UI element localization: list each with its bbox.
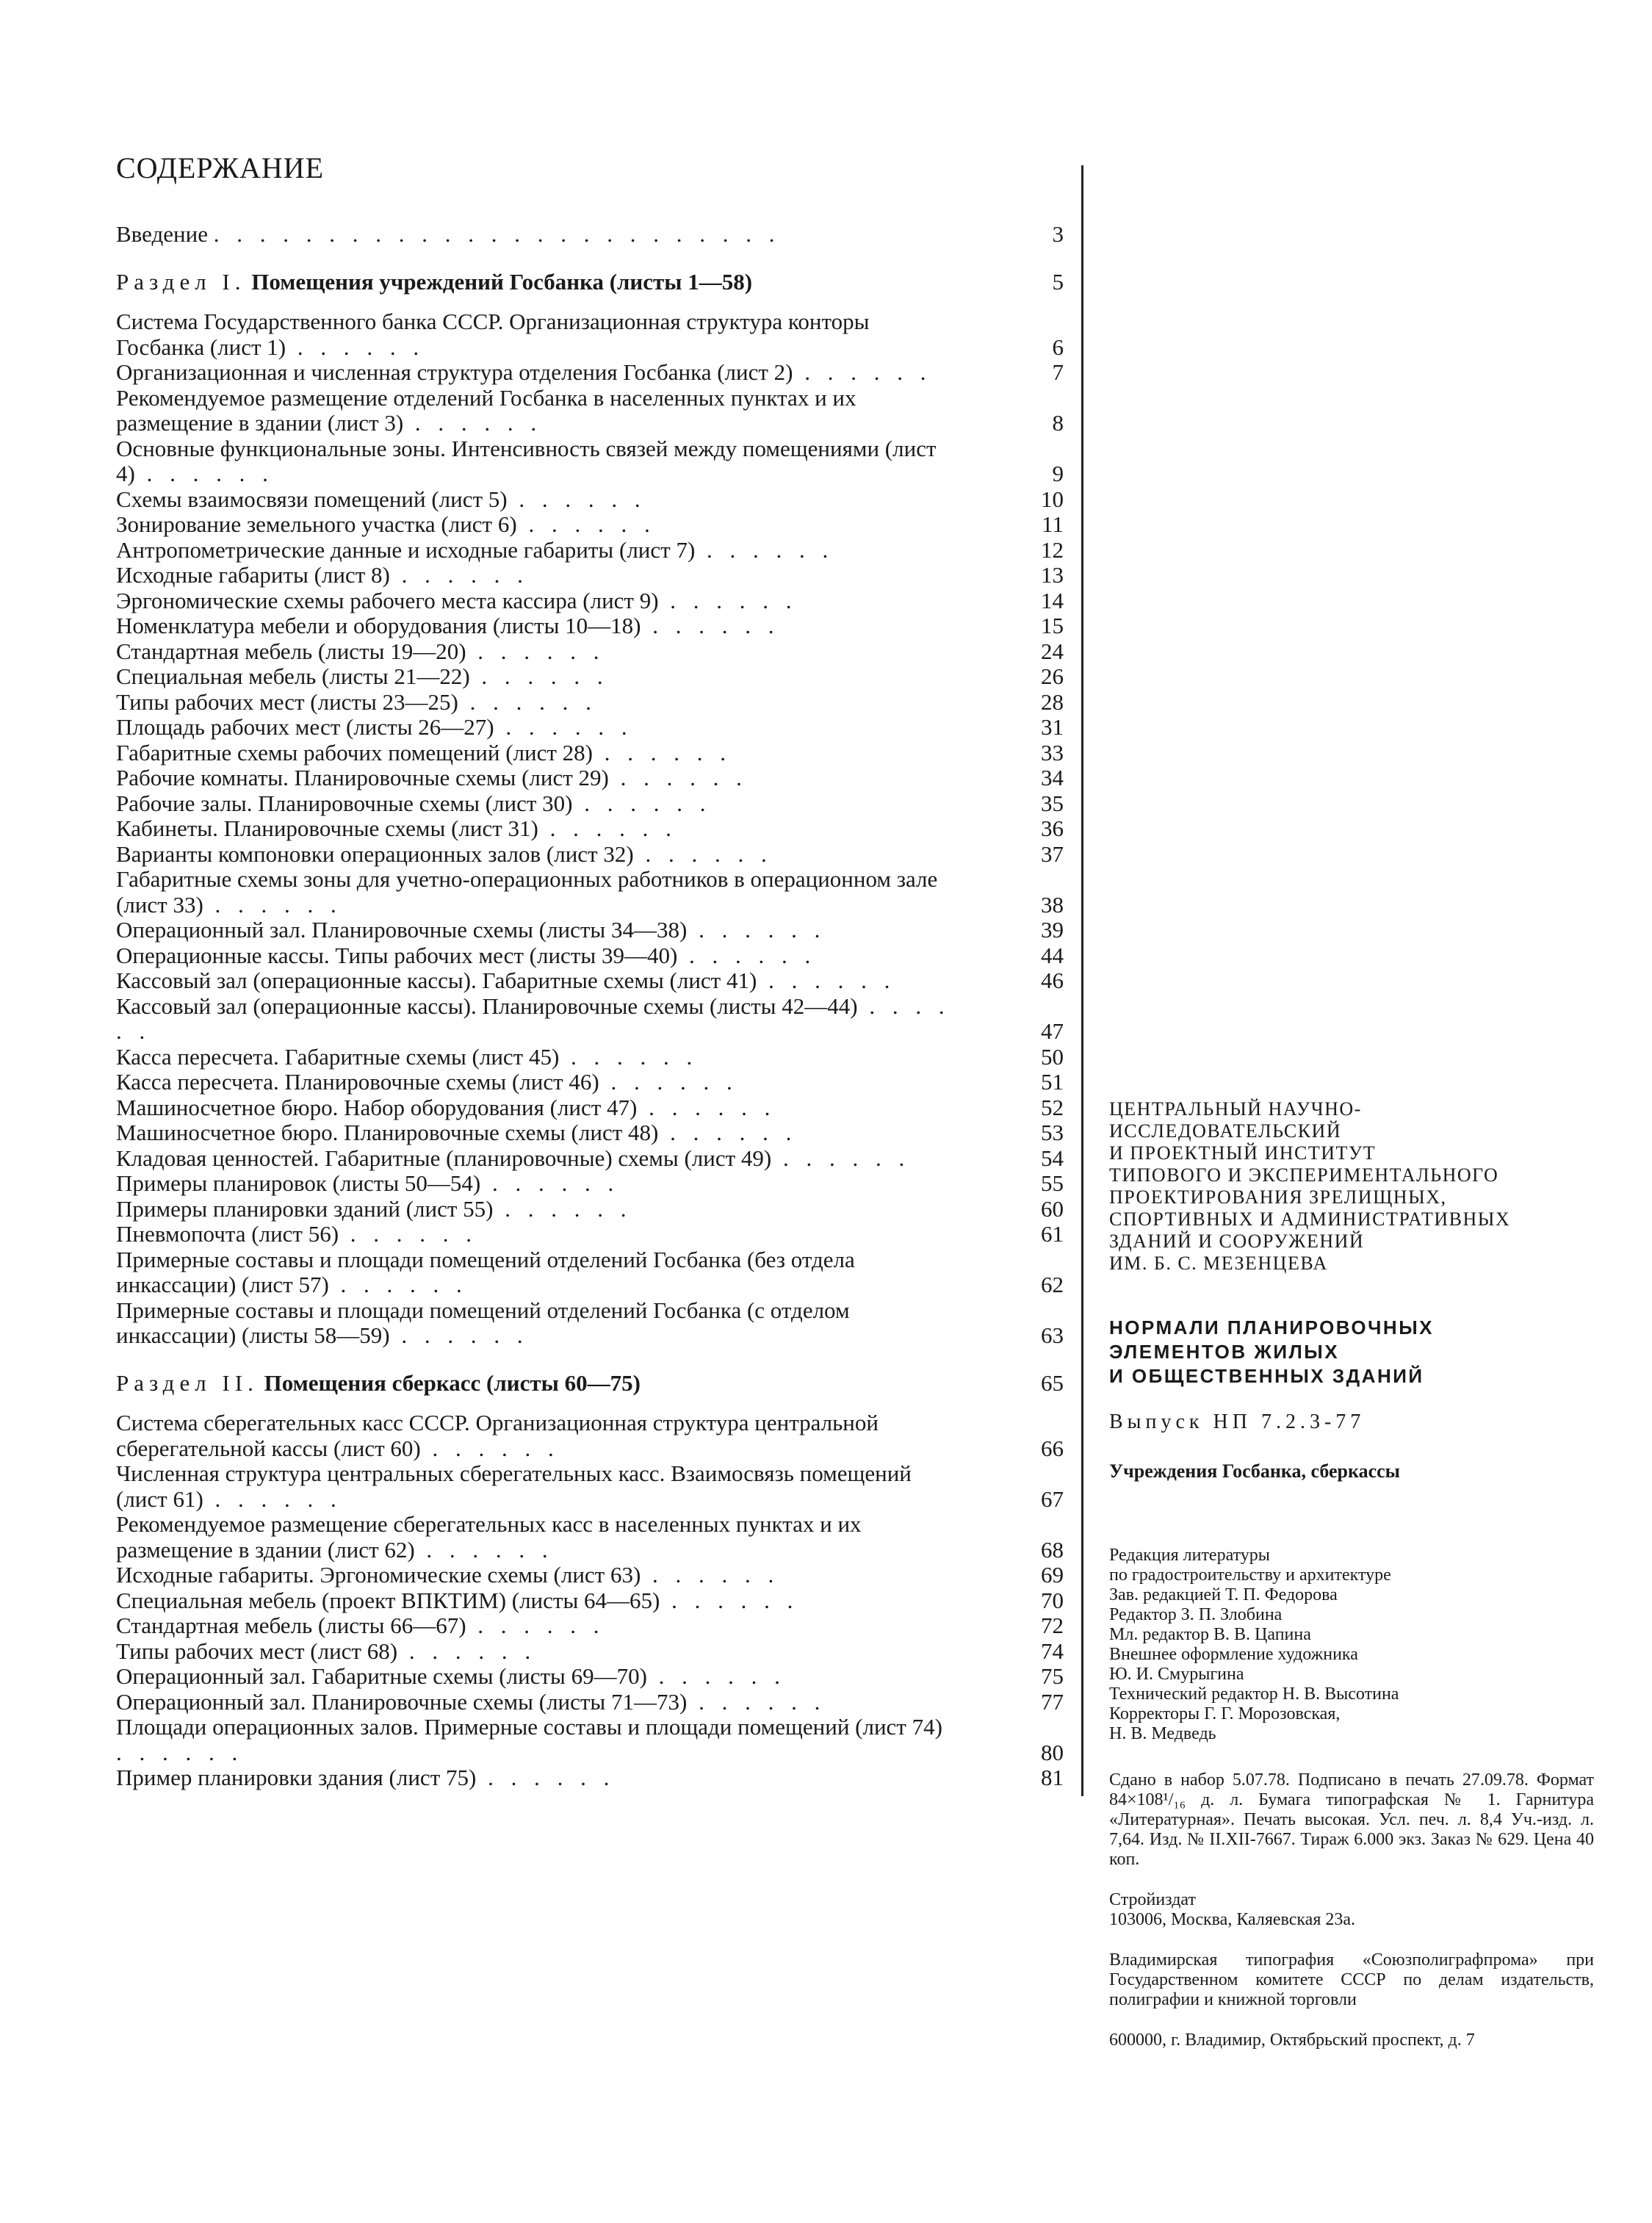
toc-entry-page: 24 <box>1041 638 1064 664</box>
toc-entry: Операционный зал. Планировочные схемы (листы 34—38) . . . . . . 39 <box>116 917 1064 943</box>
imprint <box>1109 1098 1594 2071</box>
toc-entry-page: 36 <box>1041 815 1064 841</box>
toc-entry: Организационная и численная структура отделения Госбанка (лист 2) . . . . . . 7 <box>116 359 1064 385</box>
credit-line: Редактор З. П. Злобина <box>1109 1605 1283 1624</box>
section-lead: Раздел I. <box>116 268 246 295</box>
editorial-credits <box>1109 1546 1594 1744</box>
toc-entry-page: 28 <box>1041 688 1064 715</box>
toc-entry-page: 26 <box>1041 663 1064 689</box>
section-page: 65 <box>1041 1369 1064 1396</box>
toc-entry-title: Кабинеты. Планировочные схемы (лист 31) <box>116 815 538 841</box>
toc-entry-page: 35 <box>1041 790 1064 816</box>
toc-entry: Машиносчетное бюро. Набор оборудования (лист 47) . . . . . . 52 <box>116 1094 1064 1120</box>
toc-entry: Система сберегательных касс СССР. Организационная структура центральной сберегательной кассы (лист 60) . . . . . . 66 <box>116 1410 1064 1461</box>
toc-entry-page: 38 <box>1041 891 1064 918</box>
toc-entry: Типы рабочих мест (листы 23—25) . . . . . . 28 <box>116 688 1064 715</box>
publisher-line: Стройиздат <box>1109 1890 1196 1909</box>
toc-entry-title: Машиносчетное бюро. Планировочные схемы (лист 48) <box>116 1120 659 1145</box>
toc-entry-page: 39 <box>1041 917 1064 943</box>
book-title-line: И ОБЩЕСТВЕННЫХ ЗДАНИЙ <box>1109 1365 1424 1387</box>
toc-entry-title: Касса пересчета. Планировочные схемы (лист 46) <box>116 1069 599 1095</box>
toc-entry-intro: Введение . . . . . . . . . . . . . . . . . . . . . . . . . 3 <box>116 221 1064 247</box>
toc-entry-title: Примеры планировок (листы 50—54) <box>116 1170 481 1196</box>
toc-entry: Антропометрические данные и исходные габариты (лист 7) . . . . . . 12 <box>116 536 1064 563</box>
toc-entry: Исходные габариты. Эргономические схемы (лист 63) . . . . . . 69 <box>116 1562 1064 1588</box>
toc-entry-title: Пневмопочта (лист 56) <box>116 1221 339 1247</box>
toc-entry: Стандартная мебель (листы 19—20) . . . . . . 24 <box>116 638 1064 664</box>
institute-name <box>1109 1098 1594 1275</box>
toc-entry-title: Площадь рабочих мест (листы 26—27) <box>116 714 494 740</box>
print-info: Сдано в набор 5.07.78. Подписано в печать 27.09.78. Формат 84×108¹/₁₆ д. л. Бумага типографская № 1. Гарнитура «Литературная». Печать высокая. Усл. печ. л. 8,4 Уч.-изд. л. 7,64. Изд. № II.XII-7667. Тираж 6.000 экз. Заказ № 629. Цена 40 коп. <box>1109 1770 1594 1869</box>
credit-line: Мл. редактор В. В. Цапина <box>1109 1625 1311 1644</box>
toc-entry-title: Исходные габариты. Эргономические схемы (лист 63) <box>116 1562 641 1588</box>
credit-line: Редакция литературы <box>1109 1546 1270 1565</box>
toc-entry-page: 75 <box>1041 1663 1064 1689</box>
institute-line: И ПРОЕКТНЫЙ ИНСТИТУТ <box>1109 1142 1377 1164</box>
book-subject: Учреждения Госбанка, сберкассы <box>1109 1460 1400 1482</box>
toc-list <box>116 222 1064 1791</box>
toc-entry-title: Рабочие комнаты. Планировочные схемы (лист 29) <box>116 765 609 790</box>
toc-entry-title: Площади операционных залов. Примерные составы и площади помещений (лист 74) <box>116 1714 942 1740</box>
toc-entry-page: 81 <box>1041 1765 1064 1790</box>
toc-entry-page: 61 <box>1041 1221 1064 1247</box>
toc-entry: Примеры планировок (листы 50—54) . . . . . . 55 <box>116 1170 1064 1196</box>
toc-entry-page: 37 <box>1041 840 1064 867</box>
toc-entry-title: Организационная и численная структура отделения Госбанка (лист 2) <box>116 359 793 385</box>
toc-entry-title: Исходные габариты (лист 8) <box>116 562 390 588</box>
institute-line: ТИПОВОГО И ЭКСПЕРИМЕНТАЛЬНОГО <box>1109 1164 1499 1186</box>
toc-entry-page: 54 <box>1041 1145 1064 1171</box>
toc-entry-title: Введение <box>116 221 208 247</box>
toc-entry-title: Специальная мебель (листы 21—22) <box>116 663 470 689</box>
book-title-line: ЭЛЕМЕНТОВ ЖИЛЫХ <box>1109 1341 1340 1363</box>
credit-line: Корректоры Г. Г. Морозовская, <box>1109 1704 1341 1723</box>
credit-line: Зав. редакцией Т. П. Федорова <box>1109 1585 1338 1604</box>
toc-entry: Варианты компоновки операционных залов (лист 32) . . . . . . 37 <box>116 840 1064 867</box>
toc-entry: Площадь рабочих мест (листы 26—27) . . . . . . 31 <box>116 714 1064 740</box>
toc-entry-title: Операционный зал. Планировочные схемы (листы 34—38) <box>116 917 688 943</box>
toc-entry-page: 10 <box>1041 486 1064 512</box>
toc-entry-page: 77 <box>1041 1688 1064 1715</box>
toc-entry: Пример планировки здания (лист 75) . . . . . . 81 <box>116 1765 1064 1790</box>
toc-entry-title: Кассовый зал (операционные кассы). Габаритные схемы (лист 41) <box>116 968 757 993</box>
toc-entry: Рекомендуемое размещение сберегательных касс в населенных пунктах и их размещение в здании (лист 62) . . . . . . 68 <box>116 1511 1064 1563</box>
printer-info: Владимирская типография «Союзполиграфпрома» при Государственном комитете СССР по делам издательств, полиграфии и книжной торговли <box>1109 1950 1594 2009</box>
toc-entry: Кассовый зал (операционные кассы). Планировочные схемы (листы 42—44) . . . . . . 47 <box>116 992 1064 1044</box>
toc-entry: Кассовый зал (операционные кассы). Габаритные схемы (лист 41) . . . . . . 46 <box>116 968 1064 993</box>
toc-entry-title: Специальная мебель (проект ВПКТИМ) (листы 64—65) <box>116 1587 660 1613</box>
toc-entry-page: 69 <box>1041 1562 1064 1588</box>
toc-entry-title: Операционный зал. Планировочные схемы (листы 71—73) <box>116 1688 688 1715</box>
toc-entry-page: 68 <box>1041 1536 1064 1563</box>
toc-entry-page: 62 <box>1041 1272 1064 1297</box>
toc-entry-title: Типы рабочих мест (листы 23—25) <box>116 688 458 715</box>
institute-line: ИМ. Б. С. МЕЗЕНЦЕВА <box>1109 1253 1328 1274</box>
toc-section-1 <box>116 270 1064 295</box>
toc-entry-page: 8 <box>1052 410 1064 436</box>
toc-entry-page: 51 <box>1041 1069 1064 1095</box>
printer-address: 600000, г. Владимир, Октябрьский проспект, д. 7 <box>1109 2031 1475 2050</box>
section-lead: Раздел II. <box>116 1369 259 1396</box>
toc-entry-title: Типы рабочих мест (лист 68) <box>116 1637 398 1664</box>
toc-entry-page: 53 <box>1041 1120 1064 1145</box>
toc-entry: Пневмопочта (лист 56) . . . . . . 61 <box>116 1221 1064 1247</box>
toc-entry-title: Операционный зал. Габаритные схемы (листы 69—70) <box>116 1663 647 1689</box>
toc-entry-page: 6 <box>1052 334 1064 360</box>
toc-entry-title: Габаритные схемы рабочих помещений (лист 28) <box>116 739 593 765</box>
toc-entry-title: Рекомендуемое размещение сберегательных касс в населенных пунктах и их размещение в здании (лист 62) <box>116 1511 862 1563</box>
toc-entry-page: 63 <box>1041 1322 1064 1348</box>
toc-entry-page: 3 <box>1052 221 1064 247</box>
toc-entry: Рабочие комнаты. Планировочные схемы (лист 29) . . . . . . 34 <box>116 765 1064 790</box>
toc-entry-page: 13 <box>1041 562 1064 588</box>
toc-entry-title: Габаритные схемы зоны для учетно-операционных работников в операционном зале (лист 33) <box>116 866 938 918</box>
toc-section-2 <box>116 1371 1064 1397</box>
toc-entry: Схемы взаимосвязи помещений (лист 5) . . . . . . 10 <box>116 486 1064 512</box>
toc-entry: Операционный зал. Планировочные схемы (листы 71—73) . . . . . . 77 <box>116 1688 1064 1715</box>
toc-entry-title: Зонирование земельного участка (лист 6) <box>116 511 517 537</box>
toc-section-1-entries <box>116 309 1064 1349</box>
toc-entry: Типы рабочих мест (лист 68) . . . . . . 74 <box>116 1637 1064 1664</box>
toc-section-2-entries <box>116 1410 1064 1791</box>
institute-line: ЗДАНИЙ И СООРУЖЕНИЙ <box>1109 1231 1365 1252</box>
toc-entry-page: 60 <box>1041 1195 1064 1222</box>
toc-entry: Габаритные схемы зоны для учетно-операционных работников в операционном зале (лист 33) . . . . . . 38 <box>116 866 1064 918</box>
institute-line: ИССЛЕДОВАТЕЛЬСКИЙ <box>1109 1120 1342 1142</box>
toc-entry-page: 50 <box>1041 1043 1064 1070</box>
toc-entry: Машиносчетное бюро. Планировочные схемы (лист 48) . . . . . . 53 <box>116 1120 1064 1145</box>
toc-entry: Исходные габариты (лист 8) . . . . . . 13 <box>116 562 1064 588</box>
toc-entry: Операционные кассы. Типы рабочих мест (листы 39—40) . . . . . . 44 <box>116 942 1064 968</box>
toc-entry-title: Антропометрические данные и исходные габариты (лист 7) <box>116 536 696 563</box>
toc-entry-page: 31 <box>1041 714 1064 740</box>
book-title <box>1109 1316 1594 1388</box>
toc-entry: Примеры планировки зданий (лист 55) . . . . . . 60 <box>116 1195 1064 1222</box>
toc-entry: Рекомендуемое размещение отделений Госбанка в населенных пунктах и их размещение в здании (лист 3) . . . . . . 8 <box>116 384 1064 436</box>
toc-entry-page: 14 <box>1041 587 1064 613</box>
toc-entry: Рабочие залы. Планировочные схемы (лист 30) . . . . . . 35 <box>116 790 1064 816</box>
toc-entry-title: Кладовая ценностей. Габаритные (планировочные) схемы (лист 49) <box>116 1145 772 1171</box>
toc-entry-page: 70 <box>1041 1587 1064 1613</box>
toc-entry-title: Пример планировки здания (лист 75) <box>116 1765 477 1790</box>
toc-entry: Примерные составы и площади помещений отделений Госбанка (без отдела инкассации) (лист 57) . . . . . . 62 <box>116 1246 1064 1297</box>
toc-entry-title: Варианты компоновки операционных залов (лист 32) <box>116 840 634 867</box>
toc-entry-page: 72 <box>1041 1613 1064 1638</box>
publisher-line: 103006, Москва, Каляевская 23а. <box>1109 1910 1356 1929</box>
book-title-line: НОРМАЛИ ПЛАНИРОВОЧНЫХ <box>1109 1316 1434 1339</box>
toc-entry-page: 33 <box>1041 739 1064 765</box>
toc-entry-title: Машиносчетное бюро. Набор оборудования (лист 47) <box>116 1094 638 1120</box>
toc-entry: Специальная мебель (проект ВПКТИМ) (листы 64—65) . . . . . . 70 <box>116 1587 1064 1613</box>
toc-entry-page: 46 <box>1041 968 1064 993</box>
toc-entry-page: 52 <box>1041 1094 1064 1120</box>
section-title: Помещения сберкасс (листы 60—75) <box>264 1369 641 1396</box>
toc-entry-page: 47 <box>1041 1018 1064 1044</box>
toc-entry-title: Примеры планировки зданий (лист 55) <box>116 1195 494 1222</box>
institute-line: ПРОЕКТИРОВАНИЯ ЗРЕЛИЩНЫХ, <box>1109 1186 1447 1208</box>
publisher-info <box>1109 1890 1594 1930</box>
toc-entry: Стандартная мебель (листы 66—67) . . . . . . 72 <box>116 1613 1064 1638</box>
toc-entry: Касса пересчета. Планировочные схемы (лист 46) . . . . . . 51 <box>116 1069 1064 1095</box>
toc-entry-title: Примерные составы и площади помещений отделений Госбанка (с отделом инкассации) (листы 58—59) <box>116 1297 850 1348</box>
toc-entry-page: 44 <box>1041 942 1064 968</box>
toc-entry-page: 12 <box>1041 536 1064 563</box>
toc-entry: Примерные составы и площади помещений отделений Госбанка (с отделом инкассации) (листы 58—59) . . . . . . 63 <box>116 1297 1064 1348</box>
toc-entry: Эргономические схемы рабочего места кассира (лист 9) . . . . . . 14 <box>116 587 1064 613</box>
toc-entry-page: 15 <box>1041 613 1064 638</box>
credit-line: Технический редактор Н. В. Высотина <box>1109 1685 1399 1704</box>
toc-entry: Площади операционных залов. Примерные составы и площади помещений (лист 74) . . . . . . 80 <box>116 1714 1064 1765</box>
toc-entry: Операционный зал. Габаритные схемы (листы 69—70) . . . . . . 75 <box>116 1663 1064 1689</box>
toc-entry-page: 74 <box>1041 1637 1064 1664</box>
institute-line: СПОРТИВНЫХ И АДМИНИСТРАТИВНЫХ <box>1109 1208 1511 1230</box>
toc-entry-title: Численная структура центральных сберегательных касс. Взаимосвязь помещений (лист 61) <box>116 1460 912 1512</box>
toc-entry: Зонирование земельного участка (лист 6) . . . . . . 11 <box>116 511 1064 537</box>
toc-entry-title: Эргономические схемы рабочего места кассира (лист 9) <box>116 587 659 613</box>
toc-entry: Система Государственного банка СССР. Организационная структура конторы Госбанка (лист 1) . . . . . . 6 <box>116 309 1064 360</box>
toc-entry: Касса пересчета. Габаритные схемы (лист 45) . . . . . . 50 <box>116 1043 1064 1070</box>
institute-line: ЦЕНТРАЛЬНЫЙ НАУЧНО- <box>1109 1098 1362 1120</box>
credit-line: Внешнее оформление художника <box>1109 1645 1358 1664</box>
toc-entry-title: Рекомендуемое размещение отделений Госбанка в населенных пунктах и их размещение в здании (лист 3) <box>116 384 856 436</box>
toc-entry-title: Система Государственного банка СССР. Организационная структура конторы Госбанка (лист 1) <box>116 309 870 360</box>
credit-line: по градостроительству и архитектуре <box>1109 1566 1391 1585</box>
toc-entry-page: 7 <box>1052 359 1064 385</box>
toc-entry-title: Система сберегательных касс СССР. Организационная структура центральной сберегательной кассы (лист 60) <box>116 1410 879 1461</box>
toc-entry-title: Рабочие залы. Планировочные схемы (лист 30) <box>116 790 573 816</box>
toc-entry: Численная структура центральных сберегательных касс. Взаимосвязь помещений (лист 61) . . . . . . 67 <box>116 1460 1064 1512</box>
toc-entry-title: Стандартная мебель (листы 19—20) <box>116 638 466 664</box>
table-of-contents <box>116 151 1064 1791</box>
toc-entry-page: 9 <box>1052 461 1064 486</box>
toc-entry: Кладовая ценностей. Габаритные (планировочные) схемы (лист 49) . . . . . . 54 <box>116 1145 1064 1171</box>
toc-entry-title: Стандартная мебель (листы 66—67) <box>116 1613 466 1638</box>
toc-entry: Габаритные схемы рабочих помещений (лист 28) . . . . . . 33 <box>116 739 1064 765</box>
toc-entry-page: 67 <box>1041 1485 1064 1512</box>
toc-entry-title: Операционные кассы. Типы рабочих мест (листы 39—40) <box>116 942 678 968</box>
toc-entry-page: 34 <box>1041 765 1064 790</box>
issue-number: Выпуск НП 7.2.3-77 <box>1109 1410 1366 1433</box>
toc-entry-page: 11 <box>1042 511 1064 537</box>
toc-entry-title: Касса пересчета. Габаритные схемы (лист 45) <box>116 1043 560 1070</box>
toc-entry: Основные функциональные зоны. Интенсивность связей между помещениями (лист 4) . . . . . . 9 <box>116 435 1064 486</box>
toc-title: СОДЕРЖАНИЕ <box>116 151 325 184</box>
toc-entry-title: Схемы взаимосвязи помещений (лист 5) <box>116 486 508 512</box>
column-divider <box>1081 165 1083 1796</box>
credit-line: Н. В. Медведь <box>1109 1724 1216 1743</box>
toc-entry-page: 66 <box>1041 1435 1064 1461</box>
toc-entry: Кабинеты. Планировочные схемы (лист 31) . . . . . . 36 <box>116 815 1064 841</box>
section-title: Помещения учреждений Госбанка (листы 1—58) <box>251 268 753 295</box>
credit-line: Ю. И. Смурыгина <box>1109 1665 1244 1684</box>
toc-entry-page: 80 <box>1041 1739 1064 1765</box>
toc-entry-title: Кассовый зал (операционные кассы). Планировочные схемы (листы 42—44) <box>116 992 858 1019</box>
toc-entry-title: Номенклатура мебели и оборудования (листы 10—18) <box>116 613 641 638</box>
toc-entry: Номенклатура мебели и оборудования (листы 10—18) . . . . . . 15 <box>116 613 1064 638</box>
toc-entry: Специальная мебель (листы 21—22) . . . . . . 26 <box>116 663 1064 689</box>
toc-entry-title: Основные функциональные зоны. Интенсивность связей между помещениями (лист 4) <box>116 435 937 486</box>
section-page: 5 <box>1052 268 1064 295</box>
toc-entry-title: Примерные составы и площади помещений отделений Госбанка (без отдела инкассации) (лист 57) <box>116 1246 855 1297</box>
toc-entry-page: 55 <box>1041 1170 1064 1196</box>
